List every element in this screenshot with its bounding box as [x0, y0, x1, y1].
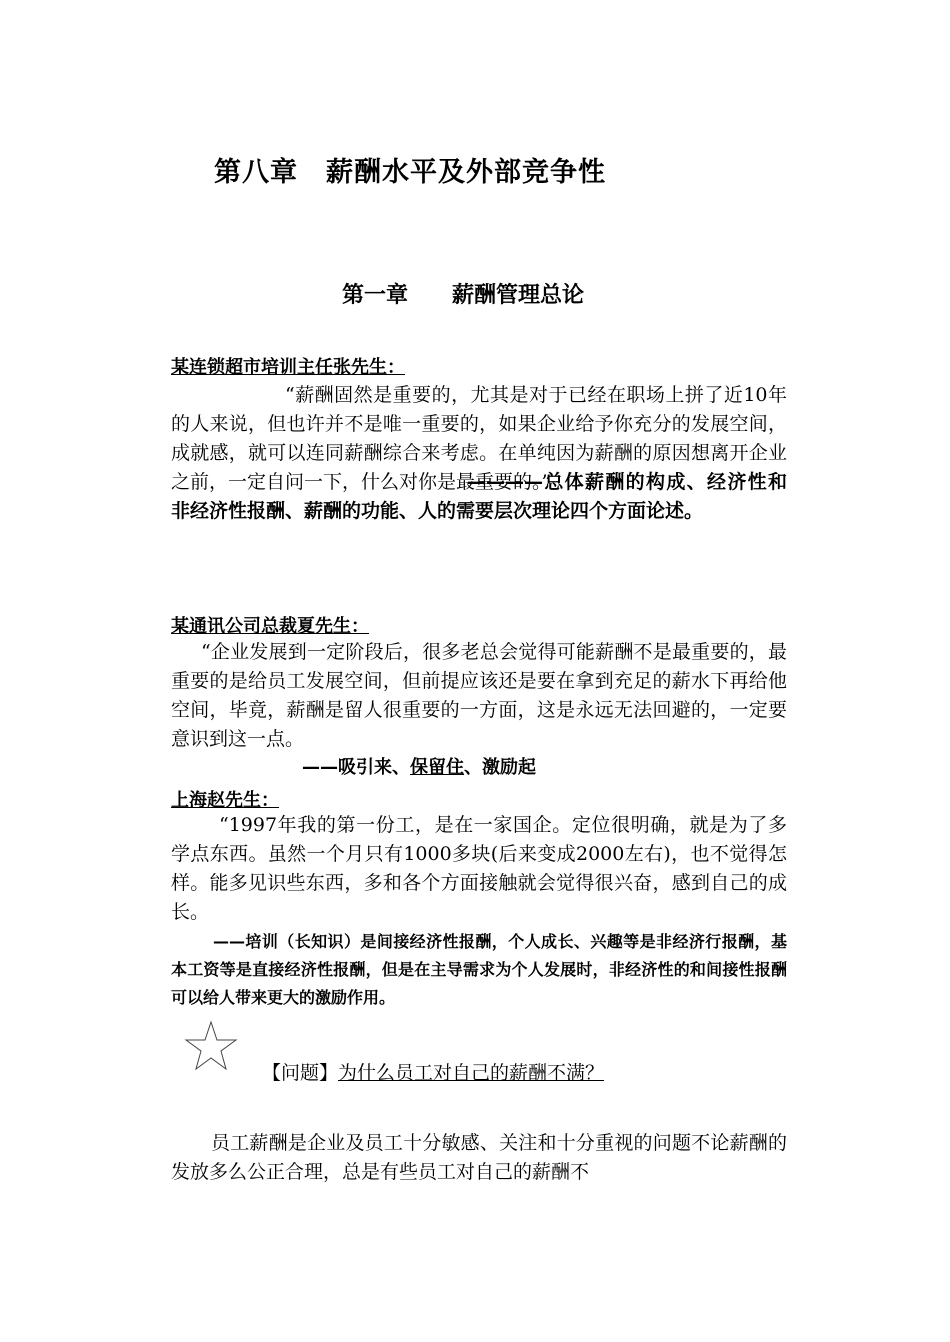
question-tag: 【问题】	[262, 1062, 339, 1084]
chapter-title: 第八章 薪酬水平及外部竞争性	[214, 157, 606, 188]
summary-xia-underlined: 保留住	[410, 757, 464, 778]
question-text: 为什么员工对自己的薪酬不满？	[338, 1062, 605, 1084]
quote-xia: “企业发展到一定阶段后，很多老总会觉得可能薪酬不是最重要的，最重要的是给员工发展空间，但前提应该还是要在拿到充足的薪水下再给他空间，毕竟，薪酬是留人很重要的一方面，这是永远无法回避的，一定要意识到这一点。	[171, 641, 787, 750]
summary-zhang: ————总体薪酬的构成、经济性和非经济性报酬、薪酬的功能、人的需要层次理论四个方面论述。	[171, 471, 787, 522]
speaker-zhao: 上海赵先生：	[171, 790, 279, 811]
quote-zhao: “1997年我的第一份工，是在一家国企。定位很明确，就是为了多学点东西。虽然一个月只有1000多块(后来变成2000左右)，也不觉得怎样。能多见识些东西，多和各个方面接触就会觉得很兴奋，感到自己的成长。	[171, 814, 787, 923]
summary-xia-prefix: ——吸引来、	[302, 757, 410, 778]
body-paragraph: 员工薪酬是企业及员工十分敏感、关注和十分重视的问题不论薪酬的发放多么公正合理，总是有些员工对自己的薪酬不	[171, 1132, 787, 1183]
quote-zhang: “薪酬固然是重要的，尤其是对于已经在职场上拼了近10年的人来说，但也许并不是唯一重要的，如果企业给予你充分的发展空间，成就感，就可以连同薪酬综合来考虑。在单纯因为薪酬的原因想离开企业之前，一定自问一下，什么对你是最重要的。”	[171, 384, 787, 493]
section-title: 第一章 薪酬管理总论	[342, 282, 585, 308]
speaker-xia: 某通讯公司总裁夏先生：	[171, 616, 369, 637]
speaker-zhang: 某连锁超市培训主任张先生：	[171, 357, 405, 378]
summary-xia-suffix: 、激励起	[464, 757, 536, 778]
summary-zhao: ——培训（长知识）是间接经济性报酬，个人成长、兴趣等是非经济行报酬，基本工资等是直接经济性报酬，但是在主导需求为个人发展时，非经济性的和间接性报酬可以给人带来更大的激励作用。	[171, 932, 787, 1007]
star-icon	[183, 1020, 239, 1072]
quote-block-1	[171, 381, 787, 526]
summary-xia	[302, 753, 536, 779]
question-heading	[262, 1058, 604, 1085]
